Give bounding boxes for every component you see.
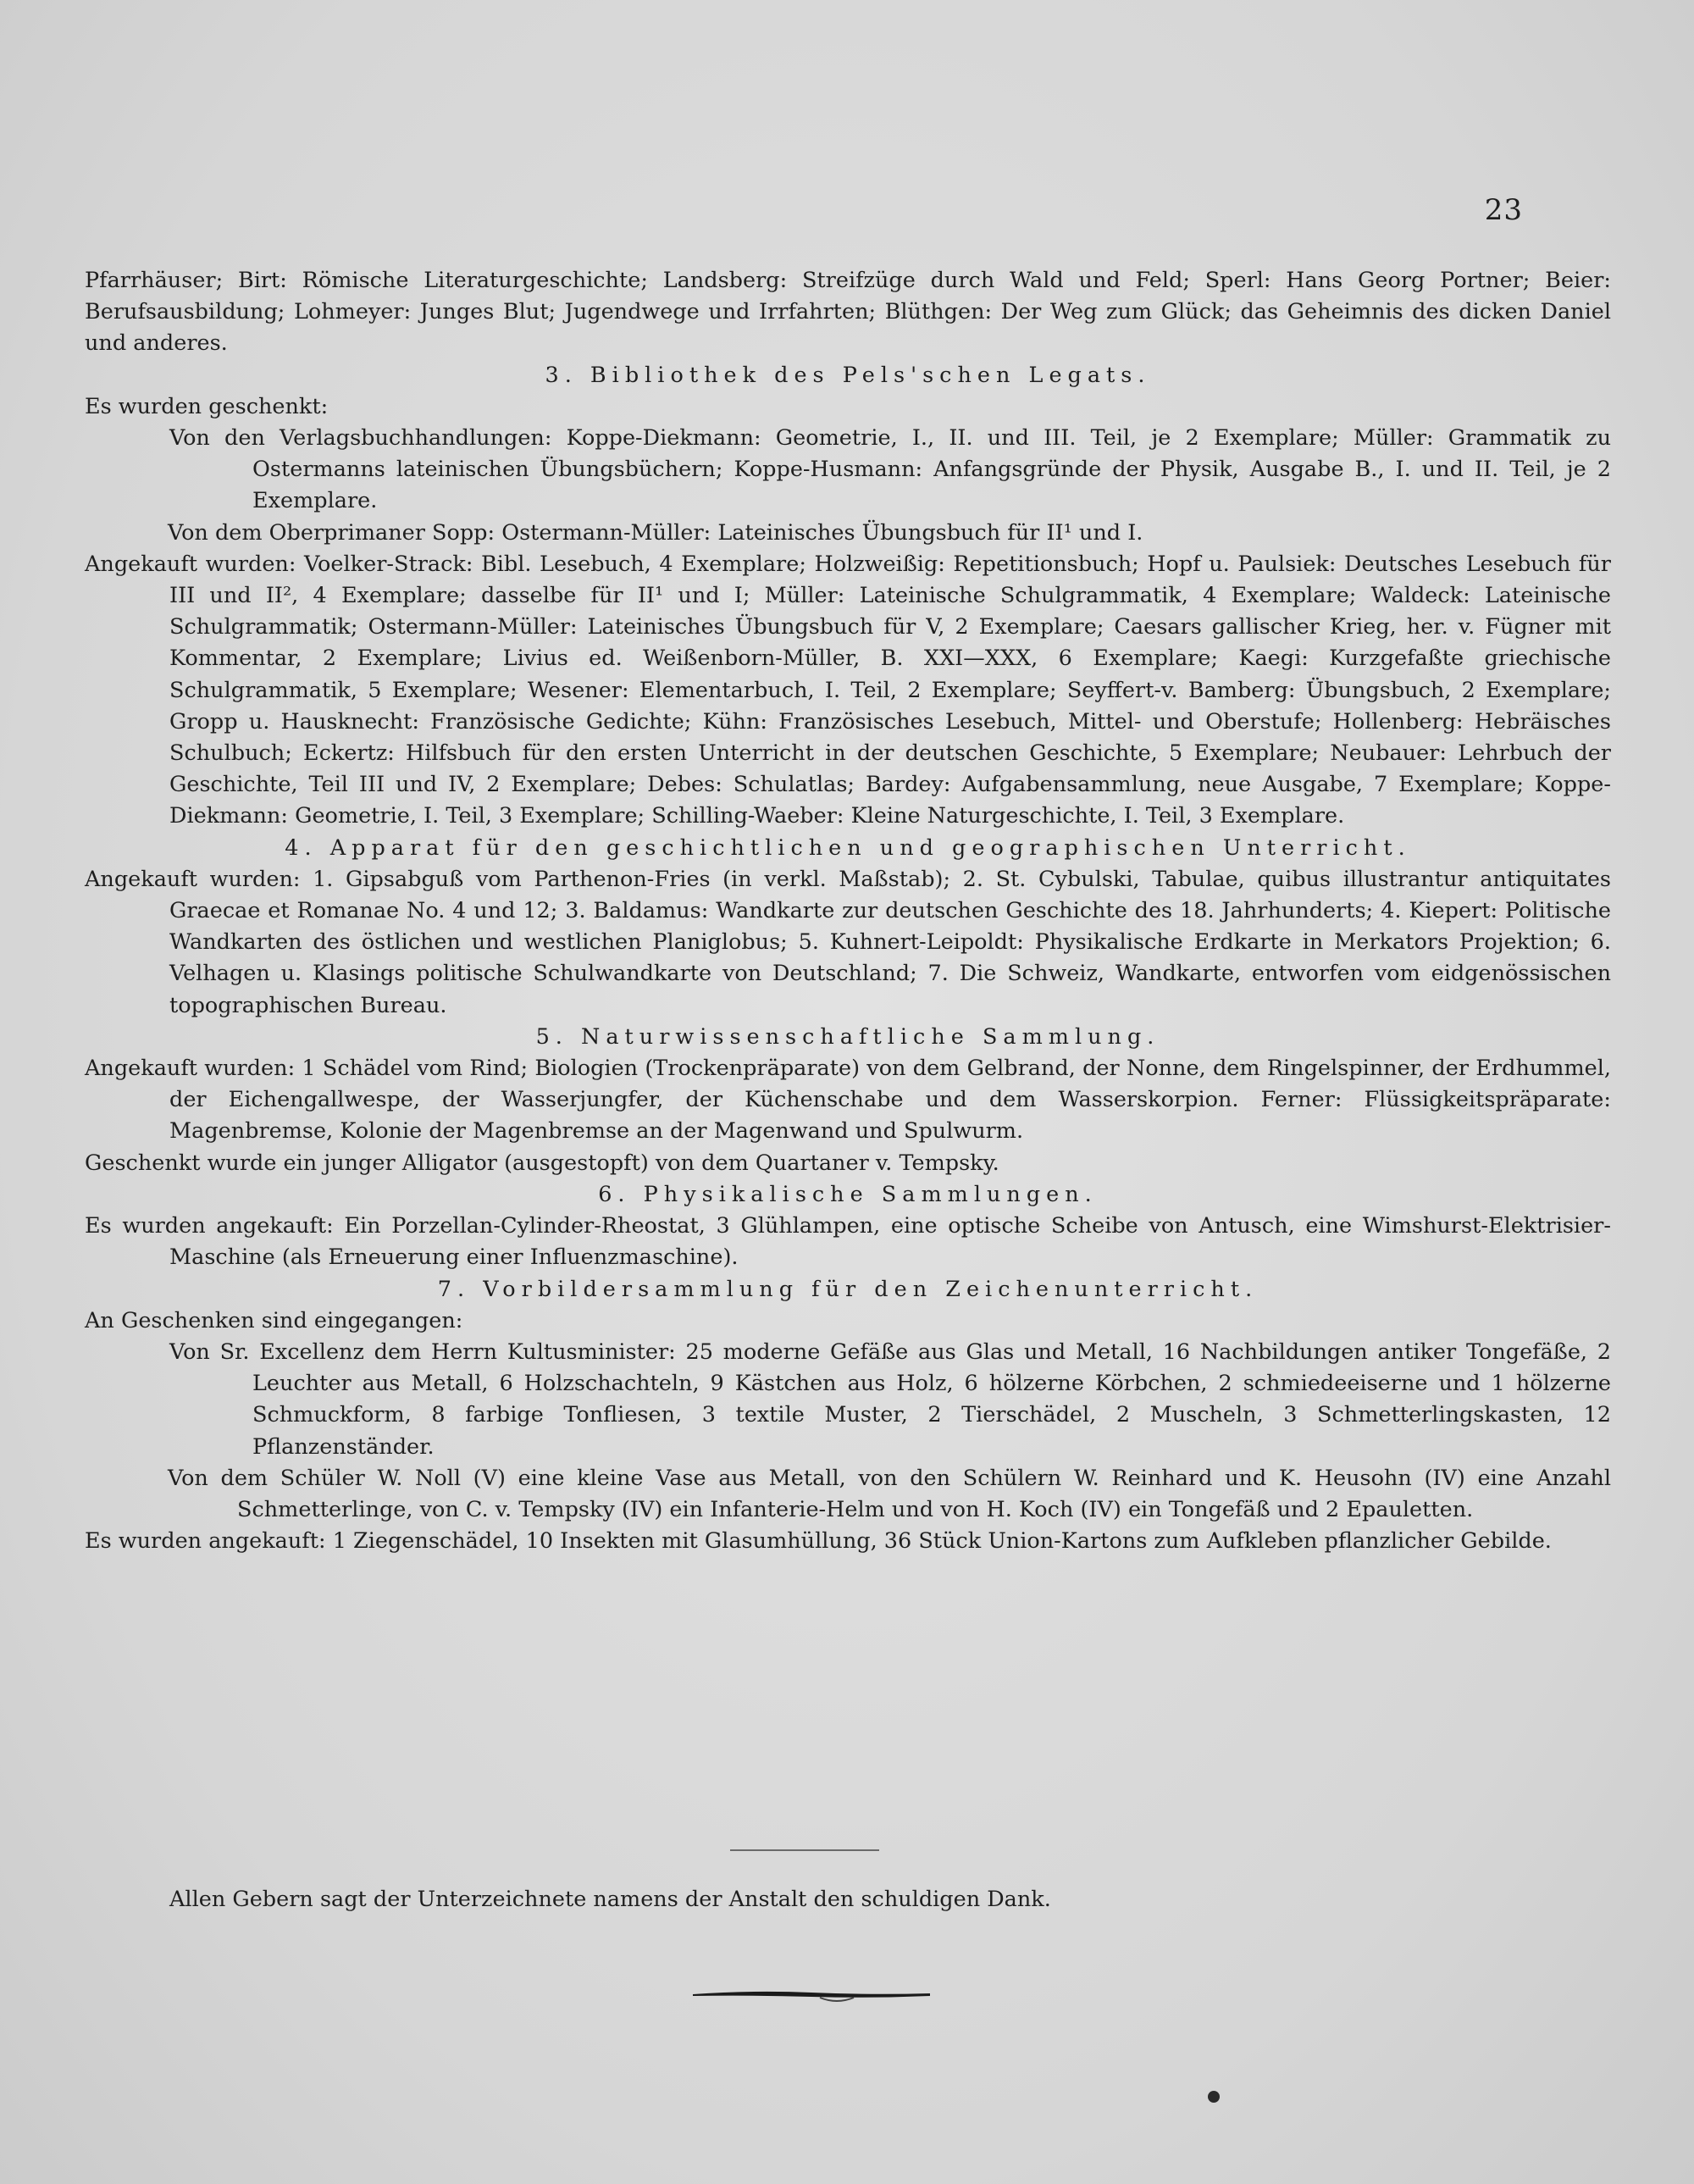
paragraph: Von dem Schüler W. Noll (V) eine kleine Vase aus Metall, von den Schülern W. Reinhard und K. Heusohn (IV) eine Anzahl Schmetterlinge, von C. v. Tempsky (IV) ein Infanterie-Helm und von H. Koch (IV) ein Tongefäß und 2 Epauletten. (168, 1465, 1611, 1522)
paragraph: Von den Verlagsbuchhandlungen: Koppe-Diekmann: Geometrie, I., II. und III. Teil, je 2 Exemplare; Müller: Grammatik zu Ostermanns lateinischen Übungsbüchern; Koppe-Husmann: Anfangsgründe der Physik, Ausgabe B., I. und II. Teil, je 2 Exemplare. (169, 425, 1611, 514)
paragraph: Angekauft wurden: 1 Schädel vom Rind; Biologien (Trockenpräparate) von dem Gelbrand, der Nonne, dem Ringelspinner, der Erdhummel, der Eichengallwespe, der Wasserjungfer, der Küchenschabe und dem Wasserskorpion. Ferner: Flüssigkeitspräparate: Magenbremse, Kolonie der Magenbremse an der Magenwand und Spulwurm. (85, 1056, 1611, 1145)
section-heading: 6. Physikalische Sammlungen. (598, 1181, 1098, 1207)
paragraph: Pfarrhäuser; Birt: Römische Literaturgeschichte; Landsberg: Streifzüge durch Wald und Feld; Sperl: Hans Georg Portner; Beier: Berufsausbildung; Lohmeyer: Junges Blut; Jugendwege und Irrfahrten; Blüthgen: Der Weg zum Glück; das Geheimnis des dicken Daniel und anderes. (85, 268, 1611, 357)
paragraph: Es wurden geschenkt: (85, 393, 329, 419)
paragraph: Angekauft wurden: Voelker-Strack: Bibl. Lesebuch, 4 Exemplare; Holzweißig: Repetitionsbuch; Hopf u. Paulsiek: Deutsches Lesebuch für III und II², 4 Exemplare; dasselbe für II¹ und I; Müller: Lateinische Schulgrammatik, 4 Exemplare; Waldeck: Lateinische Schulgrammatik; Ostermann-Müller: Lateinisches Übungsbuch für V, 2 Exemplare; Caesars gallischer Krieg, her. v. Fügner mit Kommentar, 2 Exemplare; Livius ed. Weißenborn-Müller, B. XXI—XXX, 6 Exemplare; Kaegi: Kurzgefaßte griechische Schulgrammatik, 5 Exemplare; Wesener: Elementarbuch, I. Teil, 2 Exemplare; Seyffert-v. Bamberg: Übungsbuch, 2 Exemplare; Gropp u. Hausknecht: Französische Gedichte; Kühn: Französisches Lesebuch, Mittel- und Oberstufe; Hollenberg: Hebräisches Schulbuch; Eckertz: Hilfsbuch für den ersten Unterricht in der deutschen Geschichte, 5 Exemplare; Neubauer: Lehrbuch der Geschichte, Teil III und IV, 2 Exemplare; Debes: Schulatlas; Bardey: Aufgabensammlung, neue Ausgabe, 7 Exemplare; Koppe-Diekmann: Geometrie, I. Teil, 3 Exemplare; Schilling-Waeber: Kleine Naturgeschichte, I. Teil, 3 Exemplare. (85, 551, 1611, 829)
paragraph: Es wurden angekauft: 1 Ziegenschädel, 10 Insekten mit Glasumhüllung, 36 Stück Union-Kartons zum Aufkleben pflanzlicher Gebilde. (85, 1528, 1552, 1555)
paragraph: Von dem Oberprimaner Sopp: Ostermann-Müller: Lateinisches Übungsbuch für II¹ und I. (168, 519, 1143, 546)
paragraph: An Geschenken sind eingegangen: (85, 1307, 463, 1333)
closing-line: Allen Gebern sagt der Unterzeichnete namens der Anstalt den schuldigen Dank. (169, 1887, 1051, 1912)
section-heading: 7. Vorbildersammlung für den Zeichenunterricht. (437, 1276, 1259, 1302)
paragraph: Von Sr. Excellenz dem Herrn Kultusminister: 25 moderne Gefäße aus Glas und Metall, 16 Nachbildungen antiker Tongefäße, 2 Leuchter aus Metall, 6 Holzschachteln, 9 Kästchen aus Holz, 6 hölzerne Körbchen, 2 schmiedeeiserne und 1 hölzerne Schmuckform, 8 farbige Tonfliesen, 3 textile Muster, 2 Tierschädel, 2 Muscheln, 3 Schmetterlingskasten, 12 Pflanzenständer. (169, 1339, 1611, 1460)
ornamental-rule (693, 1985, 930, 2004)
paragraph: Es wurden angekauft: Ein Porzellan-Cylinder-Rheostat, 3 Glühlampen, eine optische Scheibe von Antusch, eine Wimshurst-Elektrisier-Maschine (als Erneuerung einer Influenzmaschine). (85, 1213, 1611, 1271)
page-number: 23 (1484, 193, 1523, 227)
paragraph: Geschenkt wurde ein junger Alligator (ausgestopft) von dem Quartaner v. Tempsky. (85, 1150, 999, 1176)
document-body (85, 265, 1611, 1557)
section-heading: 3. Bibliothek des Pels'schen Legats. (545, 362, 1151, 388)
ink-spot (1208, 2091, 1220, 2103)
section-divider (730, 1849, 879, 1851)
paragraph: Angekauft wurden: 1. Gipsabguß vom Parthenon-Fries (in verkl. Maßstab); 2. St. Cybulski, Tabulae, quibus illustrantur antiquitates Graecae et Romanae No. 4 und 12; 3. Baldamus: Wandkarte zur deutschen Geschichte des 18. Jahrhunderts; 4. Kiepert: Politische Wandkarten des östlichen und westlichen Planiglobus; 5. Kuhnert-Leipoldt: Physikalische Erdkarte in Merkators Projektion; 6. Velhagen u. Klasings politische Schulwandkarte von Deutschland; 7. Die Schweiz, Wandkarte, entworfen vom eidgenössischen topographischen Bureau. (85, 866, 1611, 1018)
section-heading: 4. Apparat für den geschichtlichen und geographischen Unterricht. (285, 834, 1411, 861)
section-heading: 5. Naturwissenschaftliche Sammlung. (535, 1023, 1160, 1050)
